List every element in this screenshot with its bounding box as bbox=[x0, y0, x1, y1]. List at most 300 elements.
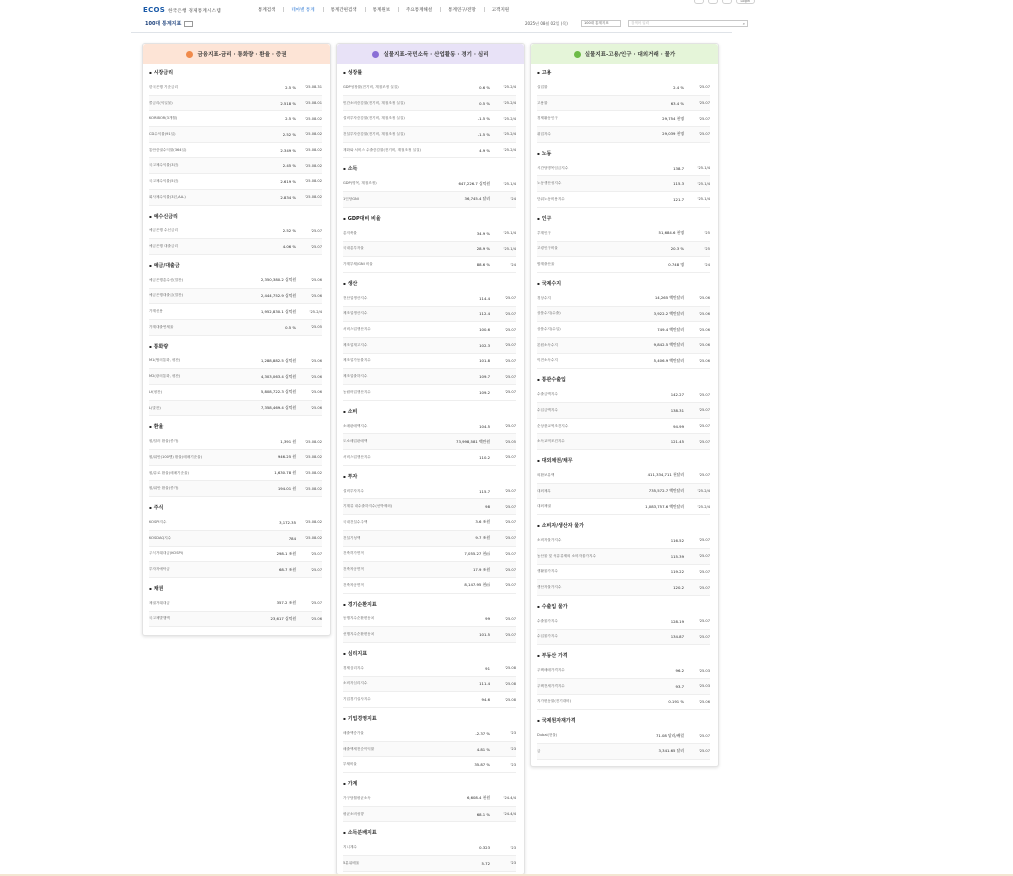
indicator-row[interactable] bbox=[343, 531, 516, 547]
section-title: ▪ 인구 bbox=[537, 212, 710, 226]
indicator-row[interactable] bbox=[343, 661, 516, 677]
indicator-row[interactable] bbox=[343, 419, 516, 435]
indicator-row[interactable] bbox=[537, 192, 710, 208]
indicator-row[interactable] bbox=[343, 692, 516, 708]
indicator-list bbox=[149, 80, 322, 206]
indicator-date: '25.07 bbox=[504, 489, 516, 494]
indicator-date: '23 bbox=[510, 747, 516, 752]
indicator-date: '25.06 bbox=[698, 343, 710, 348]
section-title: ▪ 생산 bbox=[343, 277, 516, 291]
indicator-date: '25.07 bbox=[698, 538, 710, 543]
indicator-row[interactable] bbox=[343, 96, 516, 112]
indicator-row[interactable] bbox=[343, 111, 516, 127]
indicator-list bbox=[149, 354, 322, 417]
indicator-row[interactable] bbox=[537, 80, 710, 96]
indicator-row[interactable] bbox=[343, 562, 516, 578]
nav-item-support[interactable]: 고객지원 bbox=[484, 7, 517, 13]
indicator-value: 94.6 bbox=[481, 697, 490, 703]
indicator-row[interactable] bbox=[149, 612, 322, 628]
indicator-value: 101.8 bbox=[479, 358, 490, 364]
indicator-date: '25.07 bbox=[504, 632, 516, 637]
section-title: ▪ 예수신금리 bbox=[149, 210, 322, 224]
indicator-value: 5,406.9 백만달러 bbox=[653, 357, 684, 363]
indicator-row[interactable] bbox=[149, 434, 322, 450]
indicator-row[interactable] bbox=[537, 226, 710, 242]
indicator-row[interactable] bbox=[343, 434, 516, 450]
indicator-date: '25.05 bbox=[310, 325, 322, 330]
indicator-name: 취업자수 bbox=[537, 131, 551, 136]
indicator-row[interactable] bbox=[149, 111, 322, 127]
indicator-row[interactable] bbox=[149, 143, 322, 159]
indicator-name: 매출액증가율 bbox=[343, 730, 364, 735]
indicator-value: -1.5 % bbox=[477, 131, 490, 137]
indicator-row[interactable] bbox=[537, 127, 710, 143]
indicator-row[interactable] bbox=[537, 728, 710, 744]
indicator-date: '25.07 bbox=[504, 424, 516, 429]
indicator-row[interactable] bbox=[149, 127, 322, 143]
indicator-list bbox=[537, 614, 710, 645]
section-title: ▪ 소득분배지표 bbox=[343, 826, 516, 840]
indicator-name: 농림어업생산지수 bbox=[343, 389, 371, 394]
indicator-value: 298.1 조원 bbox=[276, 550, 296, 556]
indicator-date: '25.07 bbox=[310, 244, 322, 249]
financial-indicators-panel bbox=[142, 43, 331, 636]
indicator-row[interactable] bbox=[343, 515, 516, 531]
logo-subtitle: 한국은행 경제통계시스템 bbox=[168, 9, 221, 14]
indicator-value: 101.5 bbox=[479, 632, 490, 638]
indicator-row[interactable] bbox=[343, 450, 516, 466]
indicator-value: 109.2 bbox=[479, 389, 490, 395]
indicator-name: 시간당명목임금지수 bbox=[537, 165, 569, 170]
indicator-value: 0.191 % bbox=[668, 699, 684, 705]
section-title: ▪ 소비 bbox=[343, 405, 516, 419]
indicator-name: 민간소비증감률(전기비, 계절조정 실질) bbox=[343, 100, 405, 105]
indicator-name: 소비자심리지수 bbox=[343, 681, 368, 686]
indicator-name: 소득교역조건지수 bbox=[537, 439, 565, 444]
indicator-value: -1.5 % bbox=[477, 116, 490, 122]
indicator-row[interactable] bbox=[537, 499, 710, 515]
indicator-date: '25.07 bbox=[698, 85, 710, 90]
indicator-name: KOSPI지수 bbox=[149, 519, 167, 524]
indicator-row[interactable] bbox=[537, 291, 710, 307]
indicator-row[interactable] bbox=[149, 80, 322, 96]
indicator-name: 설비투자증감률(전기비, 계절조정 실질) bbox=[343, 116, 405, 121]
indicator-value: 1,630.78 원 bbox=[274, 470, 296, 476]
indicator-name: CD수익률(91일) bbox=[149, 131, 176, 136]
indicator-date: '25.07 bbox=[698, 408, 710, 413]
indicator-value: 115.3 bbox=[673, 181, 684, 187]
indicator-value: 6,608.4 천원 bbox=[466, 795, 490, 801]
indicator-value: 102.3 bbox=[479, 342, 490, 348]
indicator-value: 109.7 bbox=[479, 374, 490, 380]
indicator-row[interactable] bbox=[537, 663, 710, 679]
search-icon[interactable]: ⌕ bbox=[742, 21, 745, 26]
indicator-value: 88.6 % bbox=[476, 262, 490, 268]
indicator-date: '23 bbox=[510, 731, 516, 736]
indicator-row[interactable] bbox=[149, 385, 322, 401]
indicator-date: '25.06 bbox=[310, 616, 322, 621]
indicator-date: '25.2/4 bbox=[503, 85, 516, 90]
section-title: ▪ 투자 bbox=[343, 470, 516, 484]
indicator-row[interactable] bbox=[149, 596, 322, 612]
indicator-value: 2.52 % bbox=[282, 131, 296, 137]
indicator-value: 142.27 bbox=[670, 392, 684, 398]
indicator-date: '25.06 bbox=[698, 296, 710, 301]
indicator-name: 건설기성액 bbox=[343, 535, 361, 540]
indicator-row[interactable] bbox=[343, 627, 516, 643]
indicator-row[interactable] bbox=[343, 385, 516, 401]
indicator-row[interactable] bbox=[149, 239, 322, 255]
indicator-row[interactable] bbox=[343, 791, 516, 807]
indicator-row[interactable] bbox=[537, 419, 710, 435]
indicator-value: 93.7 bbox=[675, 683, 684, 689]
indicator-row[interactable] bbox=[537, 111, 710, 127]
indicator-name: 예금은행총수신(말잔) bbox=[149, 277, 184, 282]
indicator-date: '25.07 bbox=[504, 504, 516, 509]
indicator-date: '25.08 bbox=[504, 681, 516, 686]
indicator-date: '25.07 bbox=[698, 749, 710, 754]
indicator-name: 노동생산성지수 bbox=[537, 181, 562, 186]
indicator-date: '25.07 bbox=[504, 567, 516, 572]
indicator-value: 110.2 bbox=[479, 454, 490, 460]
indicator-list bbox=[149, 273, 322, 336]
panel-title: 실물지표-고용/인구 · 대외거래 · 물가 bbox=[584, 52, 676, 58]
indicator-row[interactable] bbox=[537, 565, 710, 581]
indicator-date: '25.1/4 bbox=[697, 166, 710, 171]
indicator-name: 대외채무 bbox=[537, 488, 551, 493]
indicator-date: '25.07 bbox=[504, 311, 516, 316]
indicator-value: 3,341.65 달러 bbox=[658, 748, 684, 754]
indicator-row[interactable] bbox=[343, 176, 516, 192]
indicator-row[interactable] bbox=[149, 320, 322, 336]
indicator-date: '24 bbox=[510, 197, 516, 202]
indicator-date: '25.07 bbox=[698, 116, 710, 121]
indicator-name: 원/위안(100엔) 환율(매매기준율) bbox=[149, 454, 203, 459]
indicator-name: 외환보유액 bbox=[537, 472, 555, 477]
indicator-value: 4.9 % bbox=[479, 147, 490, 153]
indicator-name: 매출액세전순이익률 bbox=[343, 746, 375, 751]
indicator-row[interactable] bbox=[149, 531, 322, 547]
indicator-row[interactable] bbox=[537, 322, 710, 338]
indicator-name: 선행지수순환변동치 bbox=[343, 632, 375, 637]
indicator-date: '25.07 bbox=[504, 343, 516, 348]
indicator-select[interactable]: 100대 통계지표 bbox=[581, 20, 621, 27]
indicator-date: '25.07 bbox=[504, 616, 516, 621]
indicator-value: 111.4 bbox=[479, 681, 490, 687]
indicator-name: GDP(명목, 계절조정) bbox=[343, 181, 377, 186]
indicator-row[interactable] bbox=[149, 450, 322, 466]
section-title: ▪ 부동산 가격 bbox=[537, 649, 710, 663]
indicator-row[interactable] bbox=[149, 481, 322, 497]
indicator-date: '25.2/4 bbox=[309, 309, 322, 314]
indicator-value: 749.4 백만달러 bbox=[657, 326, 684, 332]
indicator-value: 1,391 원 bbox=[280, 438, 296, 444]
indicator-row[interactable] bbox=[537, 338, 710, 354]
indicator-row[interactable] bbox=[149, 174, 322, 190]
indicator-date: '23 bbox=[510, 861, 516, 866]
indicator-value: 99 bbox=[485, 616, 490, 622]
indicator-value: 411,334,711 천달러 bbox=[647, 472, 684, 478]
indicator-row[interactable] bbox=[149, 158, 322, 174]
ecos-logo[interactable] bbox=[143, 6, 221, 14]
section-title: ▪ GDP대비 비율 bbox=[343, 212, 516, 226]
indicator-value: -2.37 % bbox=[475, 730, 490, 736]
indicator-date: '25 bbox=[704, 246, 710, 251]
indicator-date: '25.08.01 bbox=[305, 101, 322, 106]
indicator-date: '25.1/4 bbox=[503, 181, 516, 186]
indicator-date: '25.08.02 bbox=[305, 179, 322, 184]
indicator-value: 138.7 bbox=[673, 165, 684, 171]
panel-title: 금융지표-금리 · 통화량 · 환율 · 증권 bbox=[197, 52, 287, 58]
indicator-row[interactable] bbox=[149, 273, 322, 289]
indicator-row[interactable] bbox=[343, 143, 516, 159]
indicator-row[interactable] bbox=[343, 80, 516, 96]
search-placeholder: 검색어 입력 bbox=[631, 21, 650, 25]
indicator-row[interactable] bbox=[149, 466, 322, 482]
indicator-row[interactable] bbox=[537, 468, 710, 484]
indicator-name: 생활물가지수 bbox=[537, 569, 558, 574]
login-button[interactable]: Login bbox=[736, 0, 755, 4]
indicator-row[interactable] bbox=[343, 354, 516, 370]
indicator-row[interactable] bbox=[149, 224, 322, 240]
indicator-row[interactable] bbox=[343, 677, 516, 693]
indicator-row[interactable] bbox=[537, 679, 710, 695]
nav-item-research[interactable]: 통계연구/전망 bbox=[440, 7, 484, 13]
indicator-name: 기계류 내수출하지수(선박제외) bbox=[343, 504, 393, 509]
indicator-date: '25.2/4 bbox=[503, 101, 516, 106]
indicator-value: 51,684.6 천명 bbox=[658, 230, 684, 236]
indicator-row[interactable] bbox=[343, 547, 516, 563]
indicator-value: 784 bbox=[288, 535, 296, 541]
section-title: ▪ 고용 bbox=[537, 66, 710, 80]
indicator-value: 1,083,757.6 백만달러 bbox=[645, 503, 684, 509]
indicator-row[interactable] bbox=[537, 307, 710, 323]
indicator-date: '25.03 bbox=[698, 668, 710, 673]
search-input[interactable] bbox=[628, 20, 748, 27]
indicator-name: 예금은행대출금(말잔) bbox=[149, 293, 184, 298]
indicator-name: 전산업생산지수 bbox=[343, 295, 368, 300]
indicator-row[interactable] bbox=[343, 612, 516, 628]
indicator-row[interactable] bbox=[343, 578, 516, 594]
indicator-row[interactable] bbox=[343, 242, 516, 258]
indicator-row[interactable] bbox=[149, 289, 322, 305]
indicator-date: '25.08.02 bbox=[305, 148, 322, 153]
indicator-name: 한국은행 기준금리 bbox=[149, 84, 178, 89]
indicator-name: 동행지수순환변동치 bbox=[343, 616, 375, 621]
indicator-row[interactable] bbox=[343, 369, 516, 385]
indicator-row[interactable] bbox=[343, 192, 516, 208]
indicator-date: '25.06 bbox=[310, 358, 322, 363]
utility-button[interactable] bbox=[694, 0, 704, 4]
indicator-value: 2,350,380.2 십억원 bbox=[260, 277, 296, 283]
indicator-row[interactable] bbox=[537, 176, 710, 192]
indicator-list bbox=[343, 612, 516, 643]
indicator-name: 주택매매가격지수 bbox=[537, 668, 565, 673]
nav-item-easy-search[interactable]: 통계간편검색 bbox=[323, 7, 365, 13]
indicator-date: '25.06 bbox=[310, 278, 322, 283]
indicator-name: 부채비율 bbox=[343, 762, 357, 767]
indicator-row[interactable] bbox=[149, 547, 322, 563]
indicator-date: '24 bbox=[704, 262, 710, 267]
indicator-value: 121.7 bbox=[673, 196, 684, 202]
indicator-value: 1,288,882.5 십억원 bbox=[260, 357, 296, 363]
nav-item-stat-report[interactable]: 통계원보 bbox=[365, 7, 398, 13]
indicator-name: 수입물가지수 bbox=[537, 634, 558, 639]
indicator-name: 고용률 bbox=[537, 100, 548, 105]
indicator-name: 5분위배율 bbox=[343, 860, 360, 865]
indicator-name: 제조업출하지수 bbox=[343, 374, 368, 379]
indicator-row[interactable] bbox=[149, 401, 322, 417]
indicator-name: 건축허가면적 bbox=[343, 551, 364, 556]
indicator-name: 수입금액지수 bbox=[537, 407, 558, 412]
page-title-text: 100대 통계지표 bbox=[145, 21, 182, 27]
indicator-value: 7,358,469.4 십억원 bbox=[260, 405, 296, 411]
financial-icon bbox=[186, 51, 193, 58]
indicator-list bbox=[343, 176, 516, 207]
indicator-name: 회사채수익률(3년,AA-) bbox=[149, 194, 186, 199]
indicator-name: M2(광의통화, 평잔) bbox=[149, 374, 181, 379]
indicator-date: '25.07 bbox=[698, 439, 710, 444]
indicator-date: '25.07 bbox=[504, 374, 516, 379]
main-nav bbox=[250, 7, 517, 13]
indicator-row[interactable] bbox=[343, 742, 516, 758]
indicator-value: 36,745.4 달러 bbox=[464, 196, 490, 202]
indicator-row[interactable] bbox=[537, 549, 710, 565]
indicator-value: 134.87 bbox=[670, 634, 684, 640]
indicator-date: '25.07 bbox=[698, 634, 710, 639]
indicator-date: '25.08.02 bbox=[305, 455, 322, 460]
indicator-date: '25.08.02 bbox=[305, 536, 322, 541]
indicator-row[interactable] bbox=[149, 354, 322, 370]
panel-title: 실물지표-국민소득 · 산업활동 · 경기 · 심리 bbox=[383, 52, 489, 58]
indicator-row[interactable] bbox=[149, 369, 322, 385]
indicator-value: 104.5 bbox=[479, 423, 490, 429]
indicator-name: 채권거래대금 bbox=[149, 600, 170, 605]
indicator-value: 0.6 % bbox=[479, 84, 490, 90]
indicator-row[interactable] bbox=[537, 242, 710, 258]
utility-button[interactable] bbox=[722, 0, 732, 4]
section-title: ▪ 수출입 물가 bbox=[537, 600, 710, 614]
indicator-row[interactable] bbox=[343, 499, 516, 515]
indicator-row[interactable] bbox=[537, 96, 710, 112]
panel-body bbox=[143, 64, 330, 627]
indicator-value: 114.4 bbox=[479, 295, 490, 301]
indicator-row[interactable] bbox=[343, 127, 516, 143]
indicator-row[interactable] bbox=[537, 744, 710, 760]
grid-view-icon[interactable] bbox=[184, 21, 193, 27]
section-title: ▪ 환율 bbox=[149, 420, 322, 434]
indicator-name: 서비스업생산지수 bbox=[343, 327, 371, 332]
indicator-row[interactable] bbox=[343, 322, 516, 338]
indicator-date: '25.1/4 bbox=[503, 231, 516, 236]
indicator-value: 2.52 % bbox=[282, 228, 296, 234]
indicator-value: 0.323 bbox=[479, 845, 490, 851]
indicator-row[interactable] bbox=[343, 307, 516, 323]
indicator-row[interactable] bbox=[343, 726, 516, 742]
indicator-row[interactable] bbox=[537, 403, 710, 419]
indicator-row[interactable] bbox=[343, 484, 516, 500]
indicator-date: '25.07 bbox=[504, 455, 516, 460]
reference-date: 2025년 08월 02일 (목) bbox=[525, 21, 568, 26]
utility-button[interactable] bbox=[708, 0, 718, 4]
indicator-row[interactable] bbox=[537, 695, 710, 711]
indicator-date: '25.08.02 bbox=[305, 471, 322, 476]
indicator-row[interactable] bbox=[343, 757, 516, 773]
indicator-date: '25.06 bbox=[698, 699, 710, 704]
indicator-row[interactable] bbox=[537, 387, 710, 403]
indicator-date: '25.06 bbox=[698, 358, 710, 363]
indicator-row[interactable] bbox=[343, 840, 516, 856]
indicator-value: 194.01 원 bbox=[277, 485, 296, 491]
indicator-date: '25.07 bbox=[310, 551, 322, 556]
indicator-name: 가계부채/GNI 비율 bbox=[343, 262, 373, 267]
indicator-name: Lf(평잔) bbox=[149, 389, 163, 394]
indicator-row[interactable] bbox=[537, 257, 710, 273]
indicator-row[interactable] bbox=[149, 562, 322, 578]
indicator-row[interactable] bbox=[149, 96, 322, 112]
indicator-name: 경상수지 bbox=[537, 295, 551, 300]
indicator-value: 0.5 % bbox=[479, 100, 490, 106]
indicator-name: 건축착공면적 bbox=[343, 582, 364, 587]
indicator-name: 통안증권수익률(364일) bbox=[149, 147, 187, 152]
indicator-name: 단위노동비용지수 bbox=[537, 196, 565, 201]
indicator-date: '25.06 bbox=[310, 406, 322, 411]
indicator-date: '25.2/4 bbox=[697, 504, 710, 509]
indicator-name: 상품수지(수출) bbox=[537, 311, 561, 316]
nav-item-theme-stats[interactable]: 테마별 통계 bbox=[283, 7, 322, 13]
indicator-row[interactable] bbox=[537, 434, 710, 450]
indicator-name: 설비투자지수 bbox=[343, 488, 364, 493]
indicator-date: '25.07 bbox=[504, 583, 516, 588]
indicator-row[interactable] bbox=[537, 354, 710, 370]
indicator-value: 28.9 % bbox=[476, 246, 490, 252]
section-title: ▪ 국제수지 bbox=[537, 277, 710, 291]
indicator-row[interactable] bbox=[343, 856, 516, 872]
indicator-list bbox=[537, 533, 710, 596]
indicator-value: 2.4 % bbox=[673, 84, 684, 90]
indicator-row[interactable] bbox=[537, 630, 710, 646]
indicator-value: 2.45 % bbox=[282, 163, 296, 169]
indicator-name: 본원소득수지 bbox=[537, 342, 558, 347]
section-title: ▪ 통화량 bbox=[149, 340, 322, 354]
indicator-row[interactable] bbox=[537, 161, 710, 177]
indicator-value: 3.6 조원 bbox=[475, 519, 490, 525]
indicator-row[interactable] bbox=[537, 580, 710, 596]
indicator-value: 5,808,722.3 십억원 bbox=[260, 389, 296, 395]
indicator-row[interactable] bbox=[149, 304, 322, 320]
indicator-row[interactable] bbox=[343, 257, 516, 273]
indicator-value: 34.9 % bbox=[476, 230, 490, 236]
indicator-row[interactable] bbox=[343, 807, 516, 823]
nav-item-stat-search[interactable]: 통계검색 bbox=[258, 8, 276, 13]
indicator-row[interactable] bbox=[537, 614, 710, 630]
indicator-list bbox=[537, 387, 710, 450]
indicator-value: 119.22 bbox=[670, 569, 684, 575]
indicator-row[interactable] bbox=[343, 291, 516, 307]
indicator-row[interactable] bbox=[149, 515, 322, 531]
indicator-row[interactable] bbox=[537, 533, 710, 549]
indicator-name: L(말잔) bbox=[149, 405, 161, 410]
nav-item-stat-explain[interactable]: 주요통계해설 bbox=[398, 7, 440, 13]
indicator-date: '25.07 bbox=[698, 132, 710, 137]
indicator-row[interactable] bbox=[149, 190, 322, 206]
indicator-value: 17.9 조원 bbox=[473, 566, 490, 572]
indicator-row[interactable] bbox=[343, 226, 516, 242]
indicator-value: 2.834 % bbox=[280, 194, 296, 200]
indicator-row[interactable] bbox=[343, 338, 516, 354]
indicator-row[interactable] bbox=[537, 484, 710, 500]
indicator-list bbox=[343, 226, 516, 273]
